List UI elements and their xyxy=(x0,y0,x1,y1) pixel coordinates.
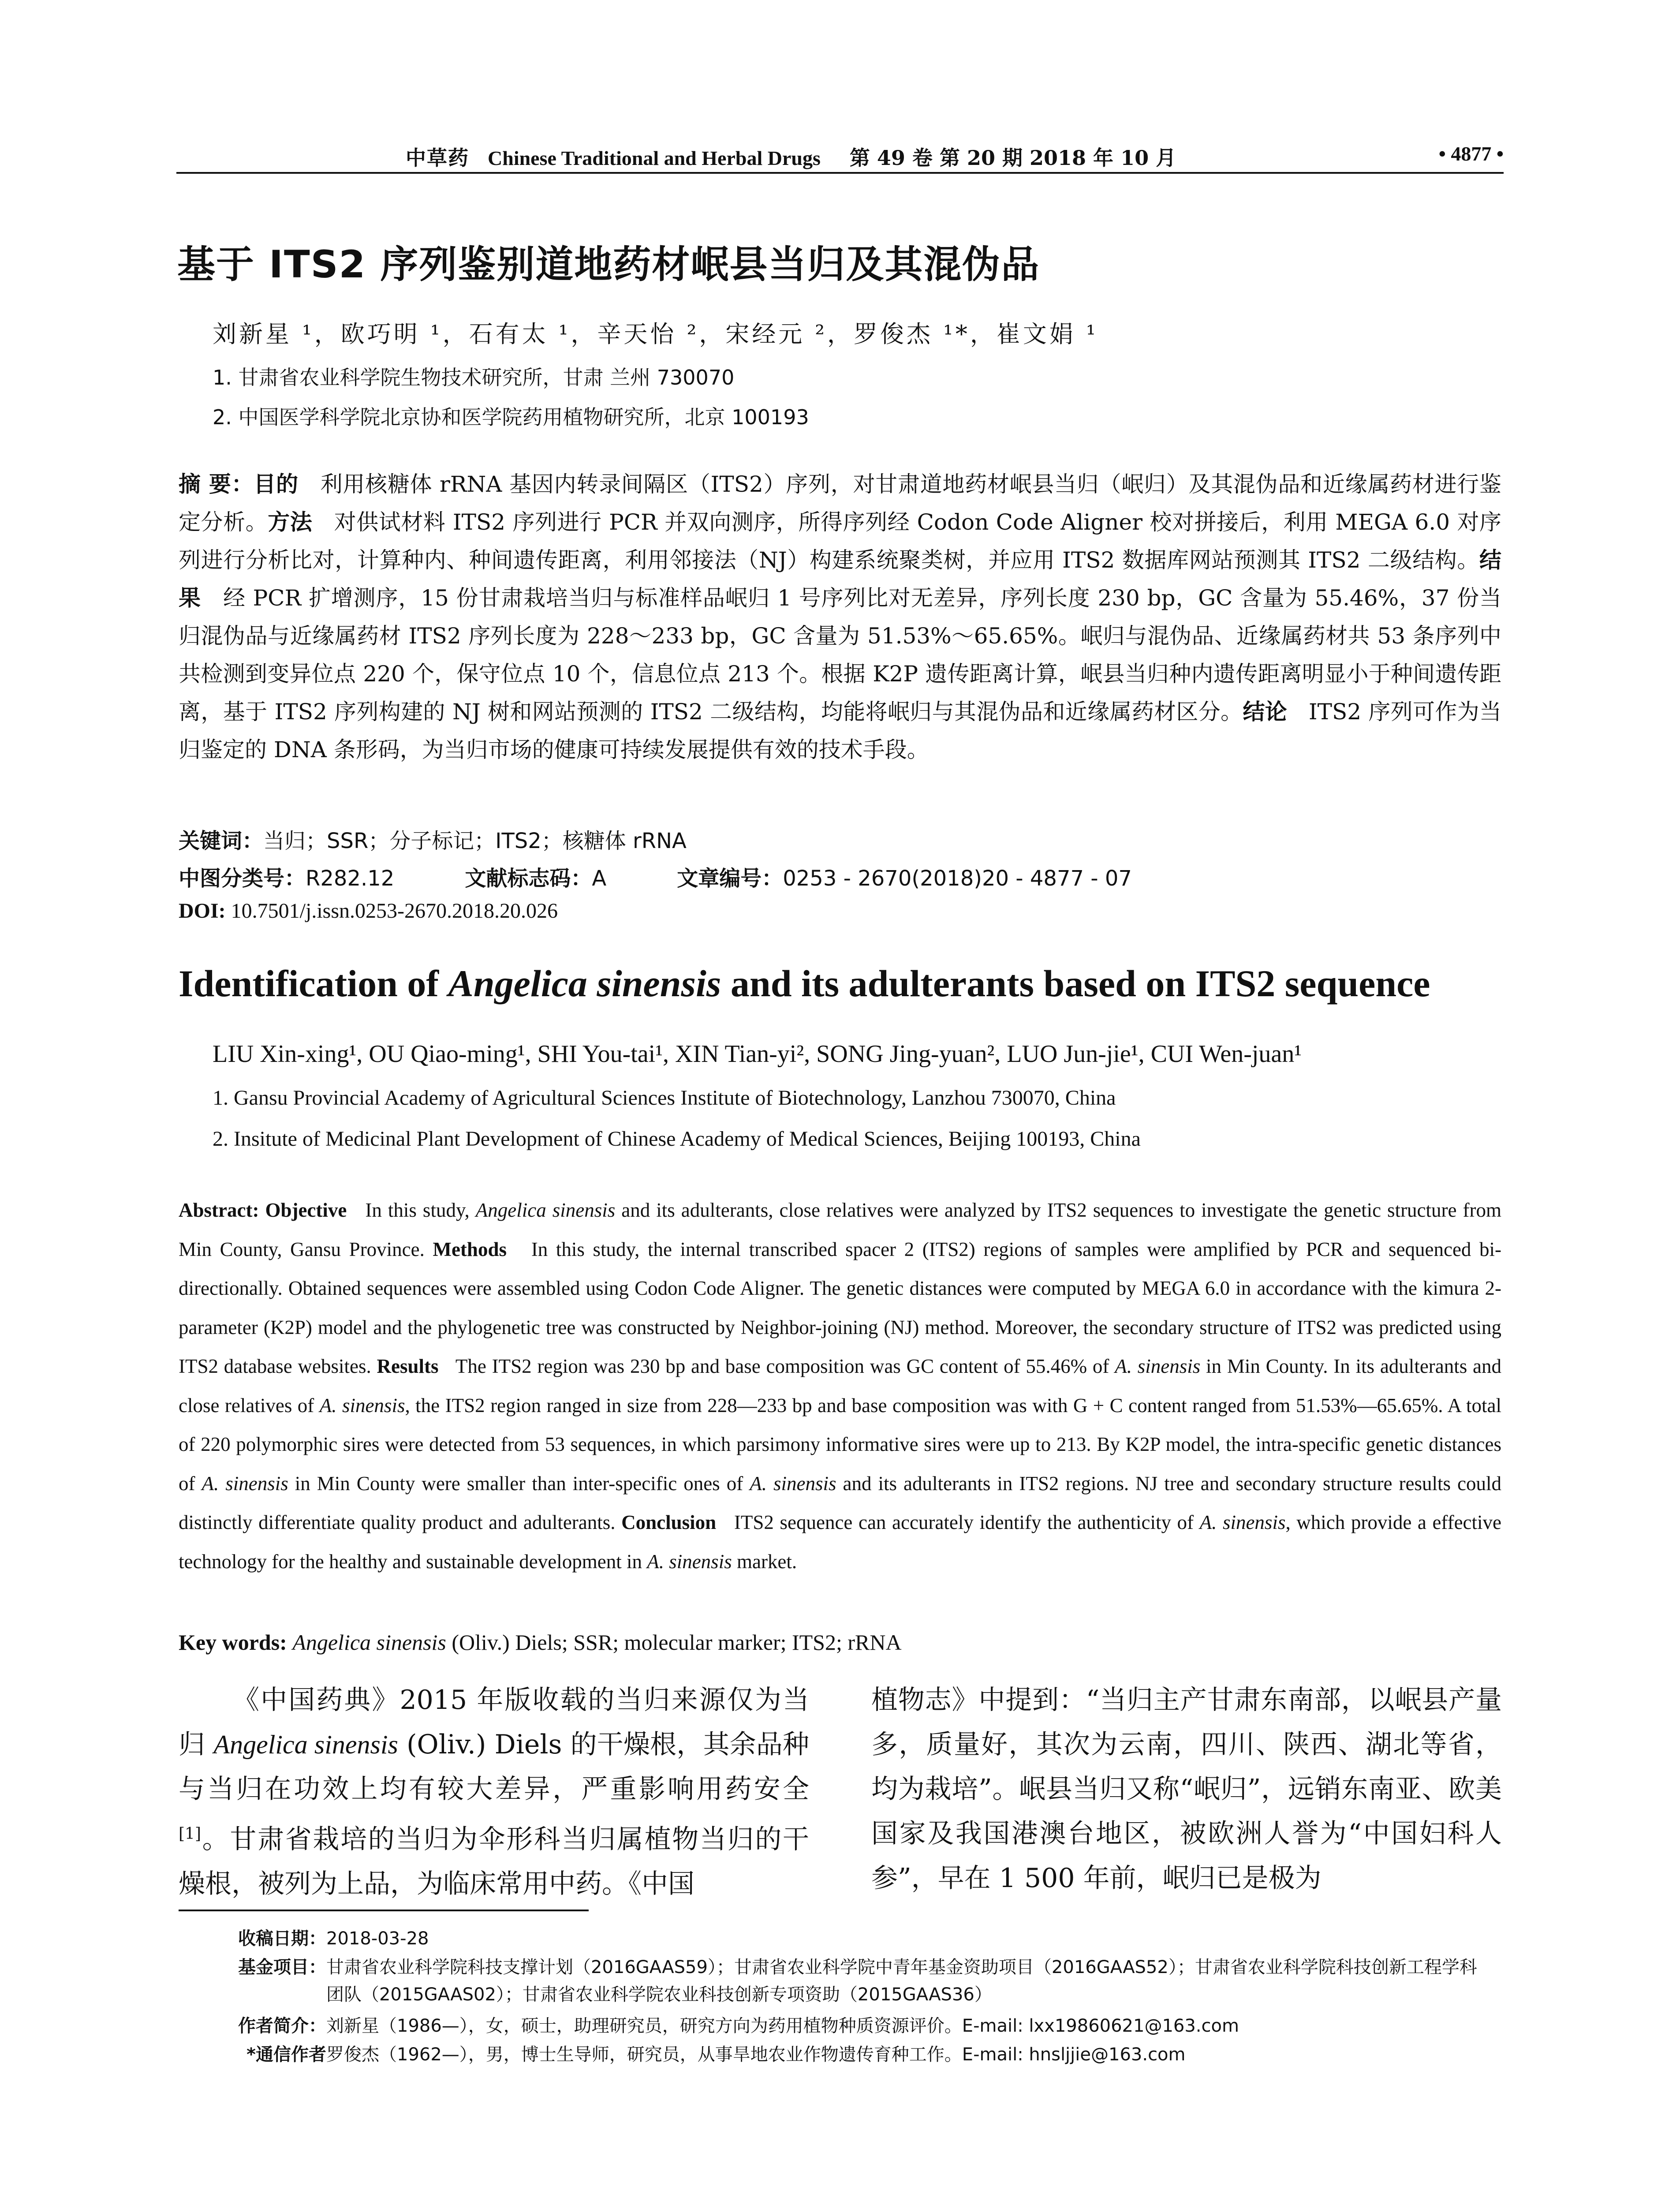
abstract-cn xyxy=(179,465,1501,769)
header-center xyxy=(406,142,1176,171)
results-en-a: The ITS2 region was 230 bp and base composition was GC content of 55.46% of xyxy=(455,1355,1115,1377)
results-en-species-2: A. sinensis xyxy=(319,1394,405,1416)
keywords-en-rest: (Oliv.) Diels; SSR; molecular marker; ITS2; rRNA xyxy=(446,1630,902,1655)
author-bio-label: 作者简介： xyxy=(238,2016,326,2036)
abstract-cn-label: 摘 要： xyxy=(179,471,254,497)
results-en-e: and its adulterants in ITS2 regions. NJ tree and secondary structure results could distinctly differentiate quality product and adulterants. xyxy=(179,1472,1501,1533)
conclusion-en-c: market. xyxy=(732,1550,797,1573)
conclusion-en-species-1: A. sinensis xyxy=(1199,1511,1286,1533)
conclusion-cn-label: 结论 xyxy=(1243,699,1288,725)
objective-cn-label: 目的 xyxy=(254,471,299,497)
running-header xyxy=(176,140,1504,171)
header-rule xyxy=(176,172,1504,174)
objective-cn: 利用核糖体 rRNA 基因内转录间隔区（ITS2）序列，对甘肃道地药材岷县当归（岷归）及其混伪品和近缘属药材进行鉴定分析。 xyxy=(179,471,1501,535)
fund-text: 甘肃省农业科学院科技支撑计划（2016GAAS59）；甘肃省农业科学院中青年基金资助项目（2016GAAS52）；甘肃省农业科学院科技创新工程学科团队（2015GAAS02）；甘肃省农业科学院农业科技创新专项资助（2015GAAS36） xyxy=(326,1957,1477,2005)
conclusion-cn: ITS2 序列可作为当归鉴定的 DNA 条形码，为当归市场的健康可持续发展提供有效的技术手段。 xyxy=(179,699,1502,762)
keywords-en-label: Key words: xyxy=(179,1630,287,1655)
conclusion-en-species-2: A. sinensis xyxy=(647,1550,732,1573)
body-left-c: 。甘肃省栽培的当归为伞形科当归属植物当归的干燥根，被列为上品，为临床常用中药。《中国 xyxy=(179,1824,809,1899)
results-cn: 经 PCR 扩增测序，15 份甘肃栽培当归与标准样品岷归 1 号序列比对无差异，序列长度 230 bp，GC 含量为 55.46%，37 份当归混伪品与近缘属药材 ITS2 序列长度为 228～233 bp，GC 含量为 51.53%～65.65%。岷归与混伪品、近缘属药材共 53 条序列中共检测到变异位点 220 个，保守位点 10 个，信息位点 213 个。根据 K2P 遗传距离计算，岷县当归种内遗传距离明显小于种间遗传距离，基于 ITS2 序列构建的 NJ 树和网站预测的 ITS2 二级结构，均能将岷归与其混伪品和近缘属药材区分。 xyxy=(179,585,1502,725)
conclusion-en-label: Conclusion xyxy=(621,1511,717,1533)
results-en-species-3: A. sinensis xyxy=(202,1472,288,1495)
article-no-value: 0253 - 2670(2018)20 - 4877 - 07 xyxy=(783,866,1132,891)
clc-value: R282.12 xyxy=(306,866,395,891)
title-en-species: Angelica sinensis xyxy=(448,962,721,1005)
footnote-corresponding xyxy=(179,2041,1501,2068)
keywords-cn xyxy=(179,824,687,854)
footnote-author xyxy=(179,2012,1501,2040)
journal-name-en: Chinese Traditional and Herbal Drugs xyxy=(488,147,821,169)
author-bio: 刘新星（1986—），女，硕士，助理研究员，研究方向为药用植物种质资源评价。E-mail: lxx19860621@163.com xyxy=(326,2016,1239,2036)
clc-label: 中图分类号： xyxy=(179,866,306,891)
doc-code-value: A xyxy=(592,866,607,891)
conclusion-en-b: , which provide a effective technology for the healthy and sustainable development in xyxy=(179,1511,1501,1573)
title-cn: 基于 ITS2 序列鉴别道地药材岷县当归及其混伪品 xyxy=(177,243,1040,287)
authors-cn: 刘新星 ¹，欧巧明 ¹，石有太 ¹，辛天怡 ²，宋经元 ²，罗俊杰 ¹*，崔文娟 ¹ xyxy=(213,320,1098,348)
results-en-species-1: A. sinensis xyxy=(1115,1355,1201,1377)
page-number: • 4877 • xyxy=(1438,142,1504,165)
objective-en-species: Angelica sinensis xyxy=(475,1199,616,1221)
body-left-b: (Oliv.) Diels 的干燥根，其余品种与当归在功效上均有较大差异，严重影响用药安全 xyxy=(179,1729,809,1805)
title-en xyxy=(179,961,1430,1005)
received-date: 2018-03-28 xyxy=(326,1928,429,1949)
objective-en-a: In this study, xyxy=(365,1199,476,1221)
doi-label: DOI: xyxy=(179,899,226,923)
corresponding-text: 罗俊杰（1962—），男，博士生导师，研究员，从事旱地农业作物遗传育种工作。E-mail: hnsljjie@163.com xyxy=(326,2044,1186,2065)
fund-label: 基金项目： xyxy=(238,1957,326,1977)
keywords-cn-label: 关键词： xyxy=(179,829,264,853)
doc-code-label: 文献标志码： xyxy=(465,866,592,891)
abstract-en xyxy=(179,1191,1501,1581)
classification-line xyxy=(179,861,1132,892)
affiliation-cn-1: 1. 甘肃省农业科学院生物技术研究所，甘肃 兰州 730070 xyxy=(213,366,735,389)
methods-en: In this study, the internal transcribed spacer 2 (ITS2) regions of samples were amplified by PCR and sequenced bi-directionally. Obtained sequences were assembled using Codon Code Aligner. The genetic distances were computed by MEGA 6.0 in accordance with the kimura 2-parameter (K2P) model and the phylogenetic tree was constructed by Neighbor-joining (NJ) method. Moreover, the secondary structure of ITS2 was predicted using ITS2 database websites. xyxy=(179,1238,1502,1377)
body-column-left xyxy=(179,1678,809,1906)
methods-cn-label: 方法 xyxy=(268,509,313,535)
journal-name-cn: 中草药 xyxy=(406,146,469,170)
authors-en: LIU Xin-xing¹, OU Qiao-ming¹, SHI You-tai¹, XIN Tian-yi², SONG Jing-yuan², LUO Jun-jie¹, CUI Wen-juan¹ xyxy=(213,1040,1302,1068)
body-column-right: 植物志》中提到：“当归主产甘肃东南部，以岷县产量多，质量好，其次为云南，四川、陕西、湖北等省，均为栽培”。岷县当归又称“岷归”，远销东南亚、欧美国家及我国港澳台地区，被欧洲人誉为“中国妇科人参”，早在 1 500 年前，岷归已是极为 xyxy=(871,1685,1502,1894)
affiliation-cn-2: 2. 中国医学科学院北京协和医学院药用植物研究所，北京 100193 xyxy=(213,405,809,429)
results-en-species-4: A. sinensis xyxy=(750,1472,836,1495)
issue-info: 第 49 卷 第 20 期 2018 年 10 月 xyxy=(849,146,1176,170)
corresponding-label: *通信作者 xyxy=(246,2044,326,2065)
title-en-post: and its adulterants based on ITS2 sequence xyxy=(721,962,1430,1005)
keywords-en xyxy=(179,1629,902,1655)
affiliation-en-1: 1. Gansu Provincial Academy of Agricultural Sciences Institute of Biotechnology, Lanzhou 730070, China xyxy=(213,1086,1116,1110)
title-en-pre: Identification of xyxy=(179,962,448,1005)
article-no-label: 文章编号： xyxy=(677,866,783,891)
body-left-species: Angelica sinensis xyxy=(213,1730,398,1759)
methods-cn: 对供试材料 ITS2 序列进行 PCR 并双向测序，所得序列经 Codon Code Aligner 校对拼接后，利用 MEGA 6.0 对序列进行分析比对，计算种内、种间遗传距离，利用邻接法（NJ）构建系统聚类树，并应用 ITS2 数据库网站预测其 ITS2 二级结构。 xyxy=(179,509,1502,573)
citation-ref[interactable]: [1] xyxy=(179,1825,201,1843)
results-en-d: in Min County were smaller than inter-specific ones of xyxy=(288,1472,750,1495)
abstract-en-label: Abstract: Objective xyxy=(179,1199,347,1221)
results-cn-label: 结果 xyxy=(179,547,1501,611)
doi-line xyxy=(179,899,558,923)
methods-en-label: Methods xyxy=(433,1238,507,1260)
keywords-en-species: Angelica sinensis xyxy=(292,1630,446,1655)
results-en-label: Results xyxy=(377,1355,439,1377)
affiliation-en-2: 2. Insitute of Medicinal Plant Development of Chinese Academy of Medical Sciences, Beijing 100193, China xyxy=(213,1127,1141,1151)
objective-en-b: and its adulterants, close relatives were analyzed by ITS2 sequences to investigate the genetic structure from Min County, Gansu Province. xyxy=(179,1199,1501,1260)
body-left-a: 《中国药典》2015 年版收载的当归来源仅为当归 xyxy=(179,1685,809,1760)
keywords-cn-text: 当归；SSR；分子标记；ITS2；核糖体 rRNA xyxy=(263,829,687,853)
footnote-rule xyxy=(179,1910,589,1911)
results-en-c: , the ITS2 region ranged in size from 228—233 bp and base composition was with G + C content ranged from 51.53%—65.65%. A total of 220 polymorphic sires were detected from 53 sequences, in which parsimony informative sires were up to 213. By K2P model, the intra-specific genetic distances of xyxy=(179,1394,1501,1495)
footnote-received xyxy=(179,1925,1501,1952)
received-label: 收稿日期： xyxy=(238,1928,326,1949)
results-en-b: in Min County. In its adulterants and close relatives of xyxy=(179,1355,1502,1416)
conclusion-en-a: ITS2 sequence can accurately identify the authenticity of xyxy=(734,1511,1200,1533)
footnote-fund xyxy=(179,1954,1501,2008)
doi-value[interactable]: 10.7501/j.issn.0253-2670.2018.20.026 xyxy=(231,899,558,923)
